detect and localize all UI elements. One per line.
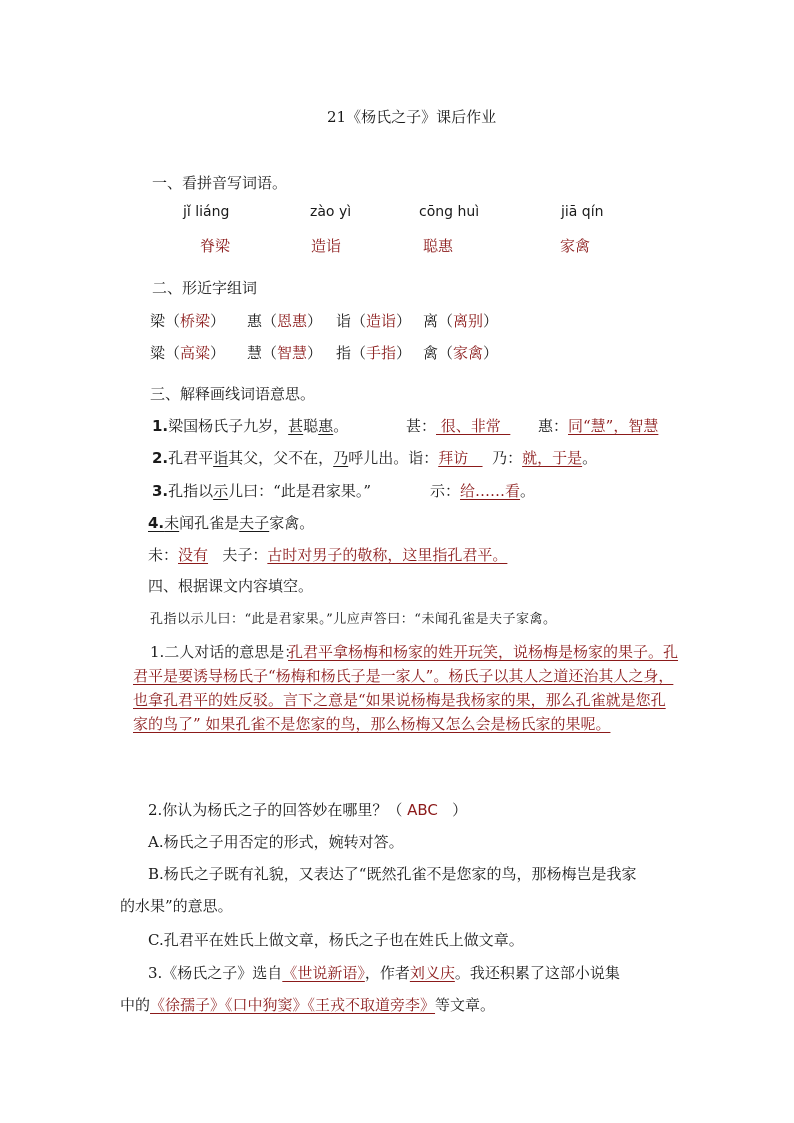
answer-3-4: 未：没有 夫子：古时对男子的敬称，这里指孔君平。 [148,546,508,564]
char: 指 [336,344,352,362]
pinyin-2: zào yì [310,204,352,220]
word-pair: 诣（造诣） [336,312,412,330]
answer: ABC [407,801,438,819]
word-pair: 梁（桥梁） [150,312,226,330]
underlined-word: 甚 [288,417,304,435]
word-pair: 慧（智慧） [247,344,323,362]
char: 梁 [150,312,166,330]
answer: 给……看 [460,482,521,500]
section2-heading: 二、形近字组词 [152,279,258,297]
answer: 桥梁 [180,312,211,330]
answer-3-3: 示：给……看。 [430,482,536,500]
question-3-4: 4.未闻孔雀是夫子家禽。 [148,514,315,532]
pinyin-4: jiā qín [561,204,604,220]
answer: 拜访 [438,449,483,467]
char: 诣 [336,312,352,330]
char: 禽 [423,344,439,362]
question-4-3-line2: 中的《徐孺子》《口中狗窦》《王戎不取道旁李》等文章。 [120,996,496,1014]
answer: 高粱 [180,344,211,362]
question-3-2: 2.孔君平诣其父，父不在，乃呼儿出。诣：拜访 乃：就，于是。 [152,449,598,467]
word-pair: 离（离别） [423,312,499,330]
pinyin-3: cōng huì [419,204,480,220]
quote-line: 孔指以示儿曰：“此是君家果。”儿应声答曰：“未闻孔雀是夫子家禽。 [150,612,557,627]
underlined-word: 未 [164,514,180,532]
answer-3-1b: 惠：同“慧”，智慧 [538,417,659,435]
answer-3-1a: 甚： 很、非常 [406,417,511,435]
underlined-word: 夫子 [239,514,270,532]
question-4-3: 3.《杨氏之子》选自《世说新语》，作者刘义庆。我还积累了这部小说集 [148,964,620,982]
answer-word-3: 聪惠 [423,237,454,255]
answer: 手指 [366,344,397,362]
answer-word-2: 造诣 [311,237,342,255]
underlined-word: 诣 [213,449,229,467]
answer: 恩惠 [277,312,308,330]
underlined-word: 惠 [318,417,334,435]
option-c: C.孔君平在姓氏上做文章，杨氏之子也在姓氏上做文章。 [148,931,524,949]
question-3-3: 3.孔指以示儿曰：“此是君家果。” [152,482,372,500]
section4-heading: 四、根据课文内容填空。 [148,577,314,595]
answer-word-1: 脊梁 [200,237,231,255]
answer: 家禽 [453,344,484,362]
underlined-word: 乃 [333,449,349,467]
answer: 很、非常 [436,417,511,435]
pinyin-1: jǐ liáng [183,204,230,220]
answer: 离别 [453,312,484,330]
answer: 造诣 [366,312,397,330]
char: 慧 [247,344,263,362]
answer: 《徐孺子》《口中狗窦》《王戎不取道旁李》 [150,996,436,1014]
word-pair: 禽（家禽） [423,344,499,362]
char: 离 [423,312,439,330]
answer: 《世说新语》 [282,964,365,982]
answer: 没有 [178,546,209,564]
answer: 同“慧”，智慧 [568,417,659,435]
page-title: 21《杨氏之子》课后作业 [327,108,497,126]
char: 惠 [247,312,263,330]
question-4-1-label: 1.二人对话的意思是： [150,643,300,661]
question-4-2: 2.你认为杨氏之子的回答妙在哪里？（ ABC ） [148,801,468,819]
word-pair: 指（手指） [336,344,412,362]
answer: 古时对男子的敬称，这里指孔君平。 [267,546,508,564]
underlined-word: 示 [213,482,229,500]
word-pair: 惠（恩惠） [247,312,323,330]
answer-word-4: 家禽 [560,237,591,255]
answer: 就，于是 [522,449,583,467]
section1-heading: 一、看拼音写词语。 [152,174,288,192]
word-pair: 粱（高粱） [150,344,226,362]
option-b-line1: B.杨氏之子既有礼貌，又表达了“既然孔雀不是您家的鸟，那杨梅岂是我家 [148,865,637,883]
answer: 刘义庆 [409,964,455,982]
option-a: A.杨氏之子用否定的形式，婉转对答。 [148,833,404,851]
section3-heading: 三、解释画线词语意思。 [150,385,316,403]
question-3-1: 1.梁国杨氏子九岁，甚聪惠。 [152,417,349,435]
char: 粱 [150,344,166,362]
answer: 智慧 [277,344,308,362]
option-b-line2: 的水果”的意思。 [120,897,233,915]
answer-4-1: 孔君平拿杨梅和杨家的姓开玩笑，说杨梅是杨家的果子。孔君平是要诱导杨氏子“杨梅和杨氏子是一家人”。杨氏子以其人之道还治其人之身，也拿孔君平的姓反驳。言下之意是“如果说杨梅是我杨家的果，那么孔雀就是您孔家的鸟了” 如果孔雀不是您家的鸟，那么杨梅又怎么会是杨氏家的果呢。 [133,643,679,733]
